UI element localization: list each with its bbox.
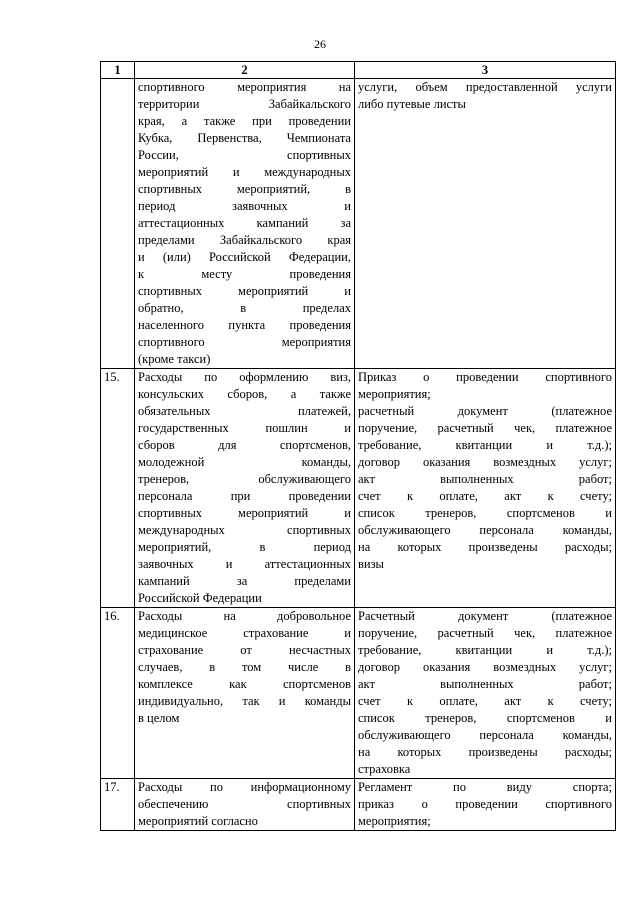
text-line: пределами Забайкальского края (138, 233, 351, 247)
text-line: акт выполненных работ; (358, 472, 612, 486)
text-line: Расходы по информационному (138, 780, 351, 794)
text-line: края, а также при проведении (138, 114, 351, 128)
text-line: поручение, расчетный чек, платежное (358, 421, 612, 435)
text-line: Приказ о проведении спортивного (358, 370, 612, 384)
text-line: и (или) Российской Федерации, (138, 250, 351, 264)
text-line: договор оказания возмездных услуг; (358, 660, 612, 674)
text-line: обязательных платежей, (138, 404, 351, 418)
text-line: список тренеров, спортсменов и (358, 506, 612, 520)
text-line: к месту проведения (138, 267, 351, 281)
text-line: обслуживающего персонала команды, (358, 523, 612, 537)
text-line: Кубка, Первенства, Чемпионата (138, 131, 351, 145)
expense-description-cell (135, 779, 355, 831)
text-line: приказ о проведении спортивного (358, 797, 612, 811)
text-line: спортивных мероприятий и (138, 284, 351, 298)
text-line: спортивного мероприятия на (138, 80, 351, 94)
text-line: России, спортивных (138, 148, 351, 162)
text-line: спортивных мероприятий и (138, 506, 351, 520)
required-documents-cell (355, 608, 616, 779)
text-line: тренеров, обслуживающего (138, 472, 351, 486)
row-number: 17. (101, 779, 135, 831)
text-line: требование, квитанции и т.д.); (358, 643, 612, 657)
text-line: обеспечению спортивных (138, 797, 351, 811)
table-header-row (101, 62, 616, 79)
text-line: сборов для спортсменов, (138, 438, 351, 452)
text-line: (кроме такси) (138, 352, 211, 366)
text-line: государственных пошлин и (138, 421, 351, 435)
text-line: международных спортивных (138, 523, 351, 537)
required-documents-cell (355, 369, 616, 608)
text-line: мероприятий согласно (138, 814, 258, 828)
text-line: период заявочных и (138, 199, 351, 213)
text-line: обслуживающего персонала команды, (358, 728, 612, 742)
text-line: населенного пункта проведения (138, 318, 351, 332)
expense-description-cell (135, 79, 355, 369)
text-line: на которых произведены расходы; (358, 745, 612, 759)
text-line: медицинское страхование и (138, 626, 351, 640)
header-col-2: 2 (135, 62, 355, 79)
row-number: 16. (101, 608, 135, 779)
text-line: комплексе как спортсменов (138, 677, 351, 691)
text-line: спортивного мероприятия (138, 335, 351, 349)
text-line: визы (358, 557, 384, 571)
text-line: в целом (138, 711, 180, 725)
text-line: мероприятий, в период (138, 540, 351, 554)
text-line: Регламент по виду спорта; (358, 780, 612, 794)
text-line: мероприятия; (358, 814, 431, 828)
text-line: Расходы на добровольное (138, 609, 351, 623)
header-col-1: 1 (101, 62, 135, 79)
text-line: мероприятия; (358, 387, 431, 401)
page-number: 26 (314, 37, 326, 51)
required-documents-cell (355, 779, 616, 831)
expenses-table (100, 61, 616, 831)
text-line: заявочных и аттестационных (138, 557, 351, 571)
text-line: на которых произведены расходы; (358, 540, 612, 554)
row-number: 15. (101, 369, 135, 608)
text-line: территории Забайкальского (138, 97, 351, 111)
text-line: мероприятий и международных (138, 165, 351, 179)
table-row (101, 79, 616, 369)
text-line: аттестационных кампаний за (138, 216, 351, 230)
table-row (101, 779, 616, 831)
text-line: консульских сборов, а также (138, 387, 351, 401)
text-line: обратно, в пределах (138, 301, 351, 315)
text-line: молодежной команды, (138, 455, 351, 469)
text-line: счет к оплате, акт к счету; (358, 489, 612, 503)
text-line: расчетный документ (платежное (358, 404, 612, 418)
text-line: случаев, в том числе в (138, 660, 351, 674)
text-line: персонала при проведении (138, 489, 351, 503)
text-line: спортивных мероприятий, в (138, 182, 351, 196)
row-number (101, 79, 135, 369)
table-row (101, 608, 616, 779)
text-line: кампаний за пределами (138, 574, 351, 588)
text-line: либо путевые листы (358, 97, 466, 111)
header-col-3: 3 (355, 62, 616, 79)
text-line: требование, квитанции и т.д.); (358, 438, 612, 452)
text-line: страхование от несчастных (138, 643, 351, 657)
text-line: Расходы по оформлению виз, (138, 370, 351, 384)
text-line: акт выполненных работ; (358, 677, 612, 691)
text-line: договор оказания возмездных услуг; (358, 455, 612, 469)
text-line: Расчетный документ (платежное (358, 609, 612, 623)
table-row (101, 369, 616, 608)
text-line: Российской Федерации (138, 591, 262, 605)
expense-description-cell (135, 608, 355, 779)
text-line: поручение, расчетный чек, платежное (358, 626, 612, 640)
text-line: страховка (358, 762, 411, 776)
text-line: список тренеров, спортсменов и (358, 711, 612, 725)
text-line: индивидуально, так и команды (138, 694, 351, 708)
text-line: услуги, объем предоставленной услуги (358, 80, 612, 94)
required-documents-cell (355, 79, 616, 369)
text-line: счет к оплате, акт к счету; (358, 694, 612, 708)
expense-description-cell (135, 369, 355, 608)
